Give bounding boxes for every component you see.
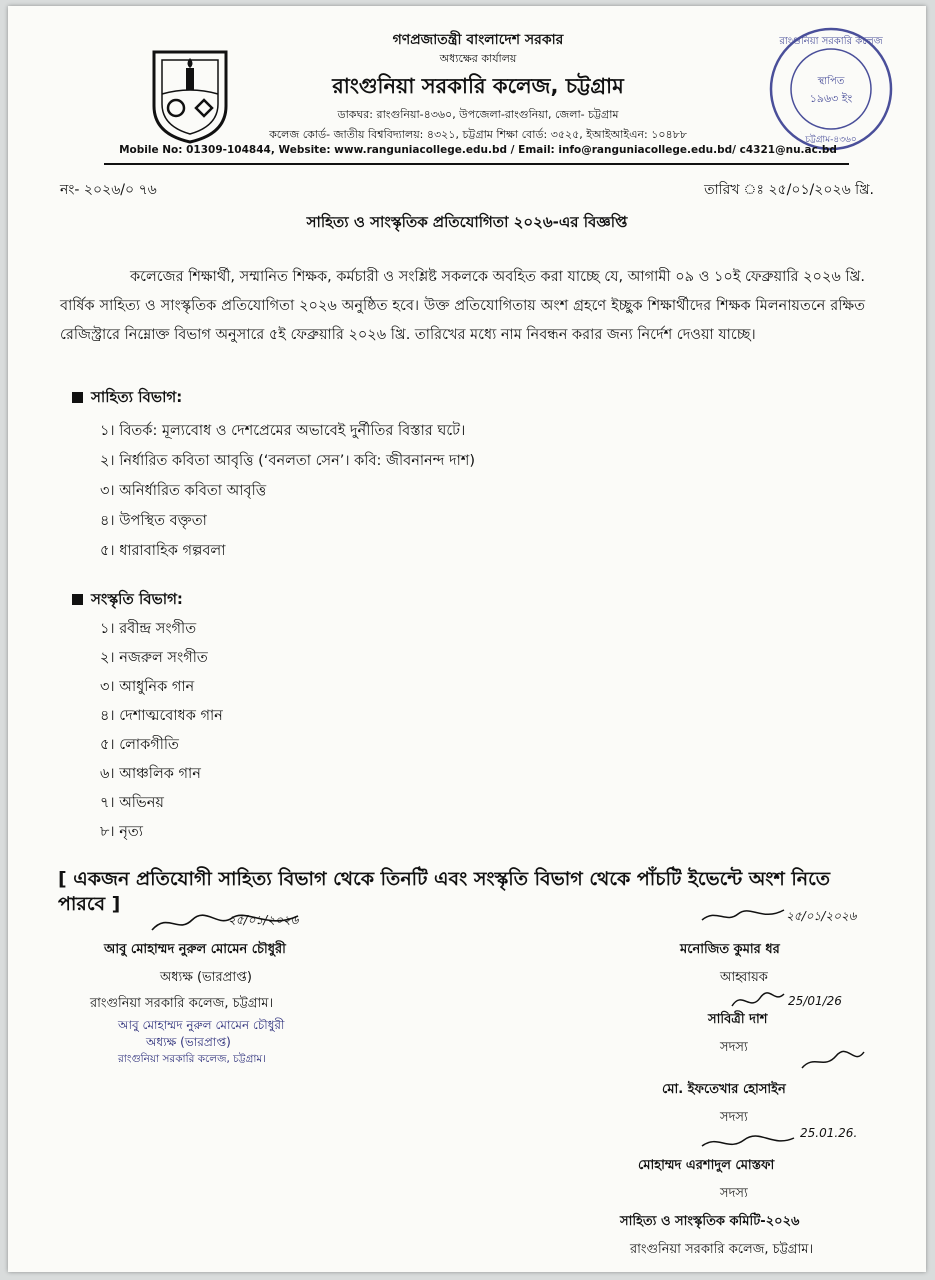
culture-heading: সংস্কৃতি বিভাগ: (60, 588, 183, 613)
principal-stamp-name: আবু মোহাম্মদ নুরুল মোমেন চৌধুরী (118, 1018, 285, 1032)
member-name: মোহাম্মদ এরশাদুল মোস্তফা (638, 1158, 775, 1173)
member-name: মনোজিত কুমার ধর (680, 942, 780, 957)
principal-signature-date: ২৫/০১/২০২৬ (228, 913, 299, 927)
literature-heading: সাহিত্য বিভাগ: (60, 386, 182, 411)
seal-center-text: স্থাপিত (817, 76, 845, 87)
memo-number: নং- ২০২৬/০ ৭৬ (60, 182, 157, 198)
member-signature-icon (798, 1048, 868, 1074)
committee-title: সাহিত্য ও সাংস্কৃতিক কমিটি-২০২৬ (620, 1214, 800, 1229)
notice-body: কলেজের শিক্ষার্থী, সম্মানিত শিক্ষক, কর্মচারী ও সংশ্লিষ্ট সকলকে অবহিত করা যাচ্ছে যে, আগামী ০৯ ও ১০ই ফেব্রুয়ারি ২০২৬ খ্রি. বার্ষিক সাহিত্য ও সাংস্কৃতিক প্রতিযোগিতা ২০২৬ অনুষ্ঠিত হবে। উক্ত প্রতিযোগিতায় অংশ গ্রহণে ইচ্ছুক শিক্ষার্থীদের শিক্ষক মিলনায়তনে রক্ষিত রেজিস্ট্রারে নিম্নোক্ত বিভাগ অনুসারে ৫ই ফেব্রুয়ারি ২০২৬ খ্রি. তারিখের মধ্যে নাম নিবন্ধন করার জন্য নির্দেশ দেওয়া যাচ্ছে। (60, 268, 865, 343)
list-item: ৩। আধুনিক গান (100, 679, 195, 695)
member-signature-icon (698, 1130, 798, 1156)
college-address: ডাকঘর: রাংগুনিয়া-৪৩৬০, উপজেলা-রাংগুনিয়া, জেলা- চট্টগ্রাম (337, 108, 619, 121)
notice-subject: সাহিত্য ও সাংস্কৃতিক প্রতিযোগিতা ২০২৬-এর বিজ্ঞপ্তি (306, 213, 628, 231)
list-item: ৫। ধারাবাহিক গল্পবলা (100, 543, 226, 559)
member-role: আহ্বায়ক (720, 970, 768, 985)
list-item: ৮। নৃত্য (100, 824, 143, 840)
list-item: ৫। লোকগীতি (100, 737, 179, 753)
list-item: ২। নির্ধারিত কবিতা আবৃত্তি (‘বনলতা সেন’। কবি: জীবনানন্দ দাশ) (100, 453, 476, 469)
committee-org: রাংগুনিয়া সরকারি কলেজ, চট্টগ্রাম। (630, 1242, 814, 1257)
seal-bottom-text: চট্টগ্রাম-৪৩৬০ (805, 135, 857, 145)
member-role: সদস্য (720, 1110, 748, 1125)
seal-top-text: রাংগুনিয়া সরকারি কলেজ (779, 36, 883, 47)
member-signature-date: ২৫/০১/২০২৬ (786, 909, 857, 923)
college-codes: কলেজ কোর্ড- জাতীয় বিশ্ববিদ্যালয়: ৪৩২১, চট্টগ্রাম শিক্ষা বোর্ড: ৩৫২৫, ইআইআইএন: ১০৪৮৮ (269, 128, 687, 141)
college-contact: Mobile No: 01309-104844, Website: www.ranguniacollege.edu.bd / Email: info@ranguniacollege.edu.bd/ c4321@nu.ac.bd (119, 144, 837, 156)
list-item: ৬। আঞ্চলিক গান (100, 766, 201, 782)
list-item: ৩। অনির্ধারিত কবিতা আবৃত্তি (100, 483, 267, 499)
member-signature-date: 25.01.26. (800, 1126, 858, 1140)
office-title: অধ্যক্ষের কার্যালয় (439, 52, 517, 65)
member-signature-icon (698, 904, 788, 928)
member-role: সদস্য (720, 1186, 748, 1201)
principal-org: রাংগুনিয়া সরকারি কলেজ, চট্টগ্রাম। (90, 996, 274, 1011)
college-name: রাংগুনিয়া সরকারি কলেজ, চট্টগ্রাম (332, 74, 624, 98)
list-item: ২। নজরুল সংগীত (100, 650, 208, 666)
member-name: সাবিত্রী দাশ (708, 1012, 768, 1027)
principal-title: অধ্যক্ষ (ভারপ্রাপ্ত) (160, 970, 252, 985)
member-name: মো. ইফতেখার হোসাইন (662, 1082, 786, 1097)
header-divider (104, 163, 849, 165)
college-seal-stamp (768, 26, 894, 152)
member-signature-date: 25/01/26 (788, 994, 842, 1008)
member-role: সদস্য (720, 1040, 748, 1055)
principal-stamp-org: রাংগুনিয়া সরকারি কলেজ, চট্টগ্রাম। (118, 1053, 266, 1065)
principal-stamp-title: অধ্যক্ষ (ভারপ্রাপ্ত) (146, 1035, 231, 1049)
square-bullet-icon (72, 594, 83, 605)
list-item: ৪। উপস্থিত বক্তৃতা (100, 513, 207, 529)
list-item: ৭। অভিনয় (100, 795, 164, 811)
participation-note: [ একজন প্রতিযোগী সাহিত্য বিভাগ থেকে তিনটি এবং সংস্কৃতি বিভাগ থেকে পাঁচটি ইভেন্টে অংশ নিতে পারবে ] (58, 868, 830, 915)
seal-year-text: ১৯৬৩ ইং (809, 92, 853, 105)
government-title: গণপ্রজাতন্ত্রী বাংলাদেশ সরকার (392, 32, 564, 48)
list-item: ৪। দেশাত্মবোধক গান (100, 708, 223, 724)
principal-name: আবু মোহাম্মদ নুরুল মোমেন চৌধুরী (104, 942, 286, 957)
square-bullet-icon (72, 392, 83, 403)
list-item: ১। বিতর্ক: মূল্যবোধ ও দেশপ্রেমের অভাবেই দুর্নীতির বিস্তার ঘটে। (100, 423, 466, 439)
notice-date: তারিখ ঃ ২৫/০১/২০২৬ খ্রি. (704, 182, 874, 198)
notice-page (8, 6, 926, 1272)
list-item: ১। রবীন্দ্র সংগীত (100, 621, 197, 637)
